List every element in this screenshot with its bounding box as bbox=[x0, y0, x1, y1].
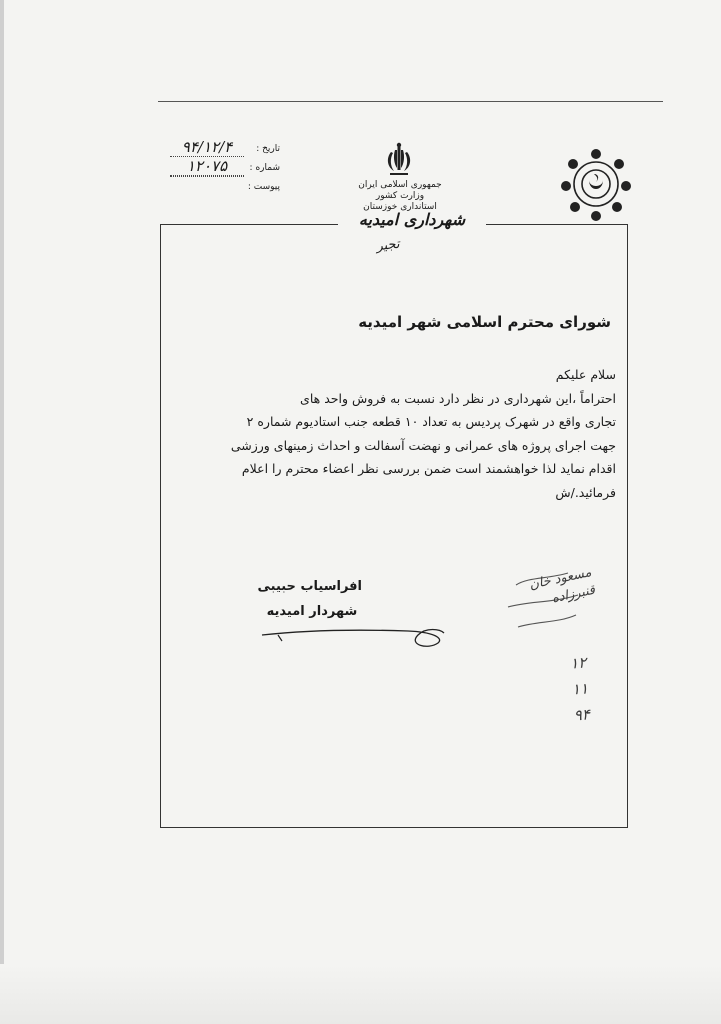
page-shadow bbox=[0, 964, 721, 1024]
gov-line-ministry: وزارت کشور bbox=[375, 191, 425, 201]
gov-line-province: استانداری خوزستان bbox=[363, 202, 437, 212]
body-line: جهت اجرای پروژه های عمرانی و نهضت آسفالت و احداث زمینهای ورزشی bbox=[230, 437, 616, 453]
number-label: شماره : bbox=[249, 163, 280, 173]
attachment-label: پیوست : bbox=[247, 182, 280, 192]
annotation-text: مسعود خان قنبرزاده bbox=[527, 565, 597, 607]
annotation-date-year: ۹۴ bbox=[573, 705, 591, 725]
annotation-date-month: ۱۱ bbox=[571, 679, 589, 699]
signatory-title: شهردار امیدیه bbox=[266, 604, 358, 619]
attachment-row bbox=[170, 178, 280, 197]
signature-icon bbox=[258, 605, 448, 655]
body-line: فرمائید./ش bbox=[555, 484, 616, 500]
municipality-logo-icon bbox=[556, 140, 636, 226]
body-line: احتراماً ،این شهرداری در نظر دارد نسبت به فروش واحد های bbox=[300, 390, 616, 406]
letter-meta bbox=[170, 140, 280, 197]
addressee: شورای محترم اسلامی شهر امیدیه bbox=[358, 313, 611, 331]
handwritten-reference: تجیر bbox=[375, 236, 401, 255]
annotation-date bbox=[557, 649, 602, 730]
iran-emblem-icon bbox=[382, 142, 416, 178]
signatory-name: افراسیاب حبیبی bbox=[257, 579, 362, 594]
government-header bbox=[348, 180, 452, 213]
greeting: سلام علیکم bbox=[555, 367, 616, 382]
body-line: اقدام نماید لذا خواهشمند است ضمن بررسی نظر اعضاء محترم را اعلام bbox=[241, 461, 616, 476]
date-label: تاریخ : bbox=[256, 144, 280, 154]
gov-line-country: جمهوری اسلامی ایران bbox=[358, 180, 442, 190]
body-line: تجاری واقع در شهرک پردیس به تعداد ۱۰ قطعه جنب استادیوم شماره ۲ bbox=[246, 414, 616, 429]
municipality-title: شهرداری امیدیه bbox=[358, 210, 466, 229]
annotation-date-day: ۱۲ bbox=[569, 653, 587, 673]
letter-body bbox=[216, 363, 616, 504]
attachment-value bbox=[170, 176, 244, 177]
number-value: ۱۲۰۷۵ bbox=[170, 157, 244, 176]
page-edge bbox=[0, 0, 4, 1024]
date-value: ۹۴/۱۲/۴ bbox=[170, 138, 244, 157]
top-rule bbox=[158, 101, 663, 102]
